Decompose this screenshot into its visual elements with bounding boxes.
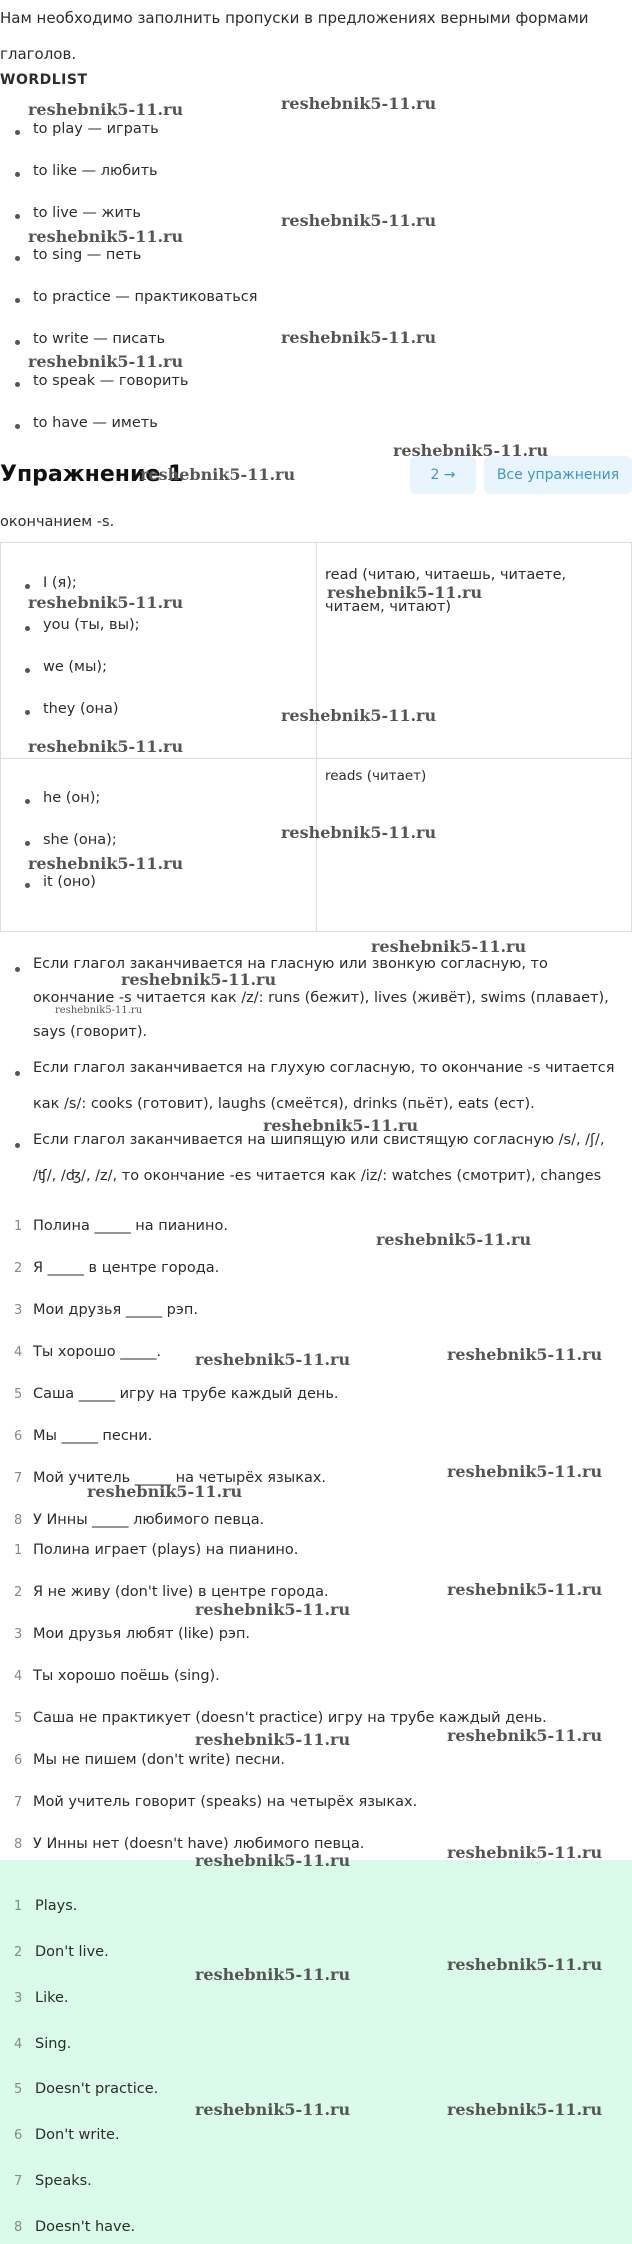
rule-text: /ʧ/, /ʤ/, /z/, то окончание -es читается как /iz/: watches (смотрит), changes bbox=[33, 1168, 602, 1184]
translation-sentence: Мои друзья любят (like) рэп. bbox=[33, 1626, 251, 1642]
pronoun-item: it (оно) bbox=[43, 874, 96, 890]
wordlist-item: to write — писать bbox=[33, 331, 166, 347]
rule-text: как /s/: cooks (готовит), laughs (смеётся), drinks (пьёт), eats (ест). bbox=[33, 1096, 535, 1112]
item-number: 1 bbox=[14, 1899, 23, 1914]
item-number: 6 bbox=[14, 2128, 23, 2143]
next-exercise-button[interactable]: 2 → bbox=[410, 456, 476, 494]
task-sentence: Мои друзья _____ рэп. bbox=[33, 1302, 198, 1318]
item-number: 5 bbox=[14, 1387, 23, 1402]
rule-text: says (говорит). bbox=[33, 1024, 148, 1040]
task-sentence: У Инны _____ любимого певца. bbox=[33, 1512, 265, 1528]
item-number: 7 bbox=[14, 2174, 23, 2189]
bullet-icon bbox=[15, 172, 20, 177]
watermark: reshebnik5-11.ru bbox=[447, 2100, 603, 2119]
bullet-icon bbox=[25, 584, 30, 589]
watermark: reshebnik5-11.ru bbox=[281, 211, 437, 230]
watermark: reshebnik5-11.ru bbox=[393, 441, 549, 460]
watermark: reshebnik5-11.ru bbox=[28, 100, 184, 119]
wordlist-item: to like — любить bbox=[33, 163, 158, 179]
watermark: reshebnik5-11.ru bbox=[447, 1345, 603, 1364]
watermark: reshebnik5-11.ru bbox=[195, 1600, 351, 1619]
wordlist-item: to practice — практиковаться bbox=[33, 289, 258, 305]
bullet-icon bbox=[15, 256, 20, 261]
bullet-icon bbox=[15, 382, 20, 387]
item-number: 8 bbox=[14, 2220, 23, 2235]
watermark: reshebnik5-11.ru bbox=[447, 1726, 603, 1745]
watermark: reshebnik5-11.ru bbox=[281, 328, 437, 347]
watermark: reshebnik5-11.ru bbox=[121, 970, 277, 989]
watermark: reshebnik5-11.ru bbox=[28, 737, 184, 756]
answer-item: Sing. bbox=[35, 2036, 72, 2052]
answer-item: Doesn't have. bbox=[35, 2219, 136, 2235]
task-sentence: Мой учитель _____ на четырёх языках. bbox=[33, 1470, 327, 1486]
bullet-icon bbox=[15, 967, 20, 972]
item-number: 6 bbox=[14, 1429, 23, 1444]
bullet-icon bbox=[15, 424, 20, 429]
pronoun-item: I (я); bbox=[43, 575, 77, 591]
answer-item: Plays. bbox=[35, 1898, 78, 1914]
pronoun-item: they (она) bbox=[43, 701, 119, 717]
intro-text: Нам необходимо заполнить пропуски в предложениях верными формами глаголов. bbox=[0, 9, 589, 63]
watermark: reshebnik5-11.ru bbox=[281, 823, 437, 842]
bullet-icon bbox=[25, 799, 30, 804]
table-divider-vertical bbox=[316, 543, 317, 931]
watermark: reshebnik5-11.ru bbox=[447, 1462, 603, 1481]
translation-sentence: Мой учитель говорит (speaks) на четырёх языках. bbox=[33, 1794, 418, 1810]
task-sentence: Ты хорошо _____. bbox=[33, 1344, 162, 1360]
bullet-icon bbox=[25, 883, 30, 888]
watermark: reshebnik5-11.ru bbox=[447, 1580, 603, 1599]
rule-text: Если глагол заканчивается на шипящую или свистящую согласную /s/, /ʃ/, bbox=[33, 1132, 605, 1148]
wordlist-title: WORDLIST bbox=[0, 72, 88, 88]
verb-form: reads (читает) bbox=[325, 768, 427, 784]
item-number: 3 bbox=[14, 1303, 23, 1318]
wordlist-item: to live — жить bbox=[33, 205, 141, 221]
task-sentence: Саша _____ игру на трубе каждый день. bbox=[33, 1386, 339, 1402]
item-number: 8 bbox=[14, 1837, 23, 1852]
watermark: reshebnik5-11.ru bbox=[376, 1230, 532, 1249]
item-number: 6 bbox=[14, 1753, 23, 1768]
task-sentence: Я _____ в центре города. bbox=[33, 1260, 220, 1276]
answer-item: Don't live. bbox=[35, 1944, 109, 1960]
bullet-icon bbox=[15, 340, 20, 345]
translation-sentence: Саша не практикует (doesn't practice) игру на трубе каждый день. bbox=[33, 1710, 547, 1726]
watermark: reshebnik5-11.ru bbox=[447, 1955, 603, 1974]
wordlist-item: to play — играть bbox=[33, 121, 159, 137]
item-number: 2 bbox=[14, 1585, 23, 1600]
item-number: 8 bbox=[14, 1513, 23, 1528]
bullet-icon bbox=[25, 841, 30, 846]
watermark: reshebnik5-11.ru bbox=[195, 2100, 351, 2119]
task-sentence: Мы _____ песни. bbox=[33, 1428, 153, 1444]
bullet-icon bbox=[25, 626, 30, 631]
all-exercises-button[interactable]: Все упражнения bbox=[484, 456, 632, 494]
verb-form: read (читаю, читаешь, читаете, bbox=[325, 567, 567, 583]
item-number: 5 bbox=[14, 2082, 23, 2097]
watermark: reshebnik5-11.ru bbox=[371, 937, 527, 956]
answers-panel bbox=[0, 1860, 632, 2244]
rule-text: Если глагол заканчивается на гласную или звонкую согласную, то bbox=[33, 956, 548, 972]
wordlist-item: to have — иметь bbox=[33, 415, 158, 431]
watermark: reshebnik5-11.ru bbox=[28, 352, 184, 371]
item-number: 3 bbox=[14, 1627, 23, 1642]
watermark: reshebnik5-11.ru bbox=[281, 94, 437, 113]
answer-item: Like. bbox=[35, 1990, 69, 2006]
item-number: 7 bbox=[14, 1795, 23, 1810]
translation-sentence: У Инны нет (doesn't have) любимого певца. bbox=[33, 1836, 365, 1852]
watermark: reshebnik5-11.ru bbox=[87, 1482, 243, 1501]
bullet-icon bbox=[15, 214, 20, 219]
item-number: 5 bbox=[14, 1711, 23, 1726]
bullet-icon bbox=[15, 1143, 20, 1148]
watermark: reshebnik5-11.ru bbox=[281, 706, 437, 725]
pronoun-item: she (она); bbox=[43, 832, 117, 848]
task-sentence: Полина _____ на пианино. bbox=[33, 1218, 228, 1234]
bullet-icon bbox=[15, 130, 20, 135]
verb-form: читаем, читают) bbox=[325, 599, 452, 615]
bullet-icon bbox=[15, 298, 20, 303]
item-number: 4 bbox=[14, 1669, 23, 1684]
watermark-small: reshebnik5-11.ru bbox=[55, 1005, 143, 1016]
wordlist-item: to speak — говорить bbox=[33, 373, 189, 389]
translation-sentence: Ты хорошо поёшь (sing). bbox=[33, 1668, 220, 1684]
item-number: 1 bbox=[14, 1543, 23, 1558]
rule-text: Если глагол заканчивается на глухую согласную, то окончание -s читается bbox=[33, 1060, 615, 1076]
answer-item: Doesn't practice. bbox=[35, 2081, 159, 2097]
pronoun-item: you (ты, вы); bbox=[43, 617, 140, 633]
watermark: reshebnik5-11.ru bbox=[263, 1116, 419, 1135]
watermark: reshebnik5-11.ru bbox=[28, 227, 184, 246]
watermark: reshebnik5-11.ru bbox=[447, 1843, 603, 1862]
bullet-icon bbox=[25, 668, 30, 673]
watermark: reshebnik5-11.ru bbox=[195, 1350, 351, 1369]
pronoun-item: we (мы); bbox=[43, 659, 107, 675]
bullet-icon bbox=[25, 710, 30, 715]
watermark: reshebnik5-11.ru bbox=[195, 1851, 351, 1870]
watermark: reshebnik5-11.ru bbox=[28, 854, 184, 873]
translation-sentence: Полина играет (plays) на пианино. bbox=[33, 1542, 299, 1558]
pronoun-item: he (он); bbox=[43, 790, 101, 806]
watermark: reshebnik5-11.ru bbox=[195, 1730, 351, 1749]
rule-text: окончание -s читается как /z/: runs (бежит), lives (живёт), swims (плавает), bbox=[33, 990, 609, 1006]
item-number: 3 bbox=[14, 1991, 23, 2006]
translation-sentence: Я не живу (don't live) в центре города. bbox=[33, 1584, 329, 1600]
watermark: reshebnik5-11.ru bbox=[327, 583, 483, 602]
item-number: 7 bbox=[14, 1471, 23, 1486]
item-number: 4 bbox=[14, 2037, 23, 2052]
exercise-title: Упражнение 1 bbox=[0, 462, 184, 487]
watermark: reshebnik5-11.ru bbox=[28, 593, 184, 612]
item-number: 1 bbox=[14, 1219, 23, 1234]
item-number: 4 bbox=[14, 1345, 23, 1360]
item-number: 2 bbox=[14, 1261, 23, 1276]
bullet-icon bbox=[15, 1071, 20, 1076]
item-number: 2 bbox=[14, 1945, 23, 1960]
watermark: reshebnik5-11.ru bbox=[195, 1965, 351, 1984]
translation-sentence: Мы не пишем (don't write) песни. bbox=[33, 1752, 286, 1768]
wordlist-item: to sing — петь bbox=[33, 247, 142, 263]
answer-item: Don't write. bbox=[35, 2127, 120, 2143]
answer-item: Speaks. bbox=[35, 2173, 92, 2189]
watermark: reshebnik5-11.ru bbox=[140, 465, 296, 484]
ending-note: окончанием -s. bbox=[0, 514, 115, 530]
